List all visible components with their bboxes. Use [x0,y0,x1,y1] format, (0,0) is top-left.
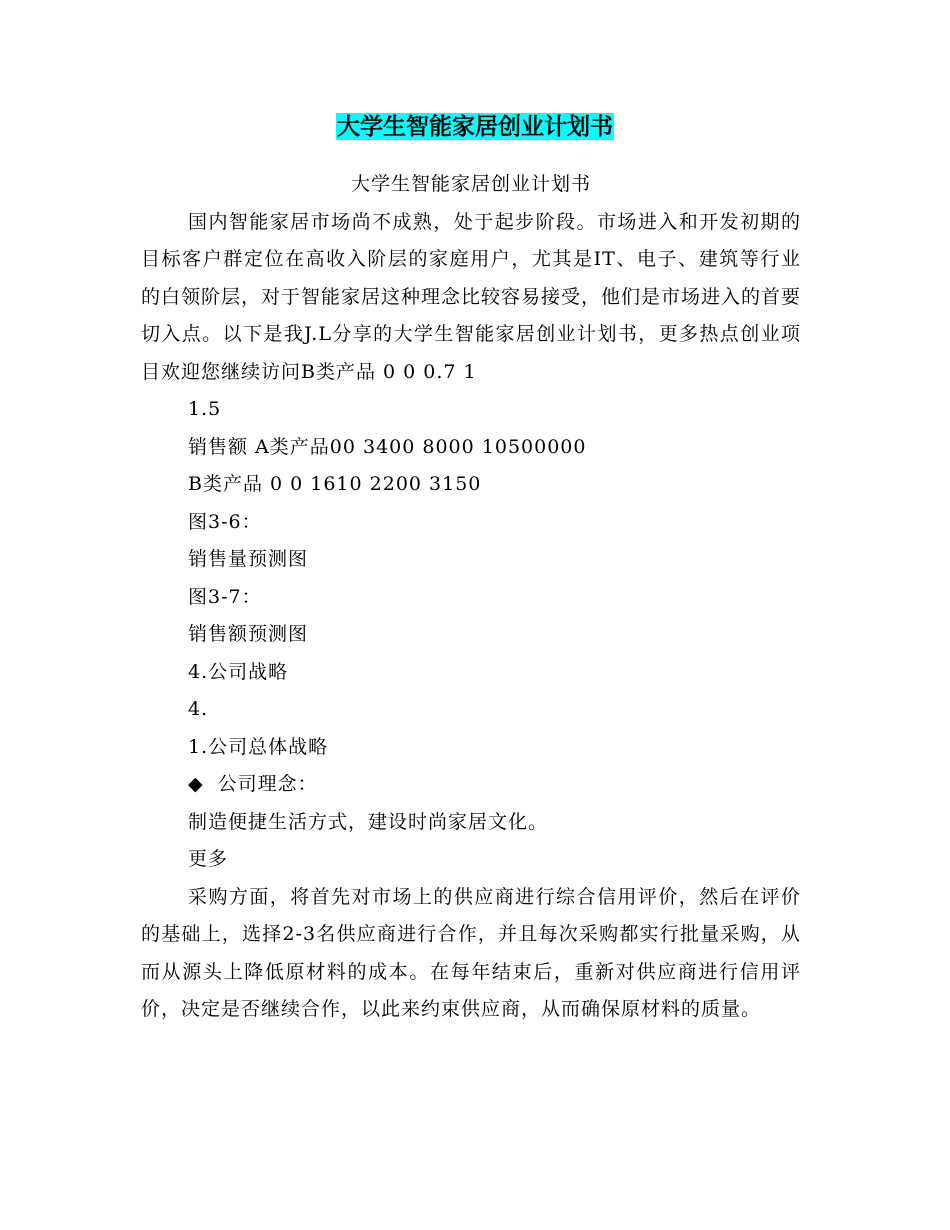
body-line: 1.5 [188,398,222,420]
company-slogan: 制造便捷生活方式，建设时尚家居文化。 [188,810,549,833]
intro-paragraph: 国内智能家居市场尚不成熟，处于起步阶段。市场进入和开发初期的目标客户群定位在高收入阶层的家庭用户，尤其是IT、电子、建筑等行业的白领阶层，对于智能家居这种理念比较容易接受，他们是市场进入的首要切入点。以下是我J.L分享的大学生智能家居创业计划书，更多热点创业项目欢迎您继续访问B类产品 0 0 0.7 1 [141,210,802,383]
body-line: 销售额 A类产品00 3400 8000 10500000 [188,435,587,458]
document-body [141,166,801,1029]
figure-label: 图3-7： [188,585,262,608]
figure-label: 图3-6： [188,510,262,533]
section-heading: 4.公司战略 [188,660,289,683]
section-number: 4. [188,698,209,720]
more-label: 更多 [188,848,229,870]
bullet-item [141,766,801,804]
bullet-item-text: 公司理念： [217,773,318,795]
figure-caption: 销售量预测图 [188,548,309,570]
purchase-paragraph: 采购方面，将首先对市场上的供应商进行综合信用评价，然后在评价的基础上，选择2-3名供应商进行合作，并且每次采购都实行批量采购，从而从源头上降低原材料的成本。在每年结束后，重新对供应商进行信用评价，决定是否继续合作，以此来约束供应商，从而确保原材料的质量。 [141,885,801,1020]
document-subtitle: 大学生智能家居创业计划书 [350,173,591,195]
document-title-text: 大学生智能家居创业计划书 [337,113,613,140]
subsection-heading: 1.公司总体战略 [188,735,329,758]
figure-caption: 销售额预测图 [188,623,309,645]
document-title [0,110,950,144]
diamond-bullet-icon: ◆ [188,773,204,795]
body-line: B类产品 0 0 1610 2200 3150 [188,473,482,495]
